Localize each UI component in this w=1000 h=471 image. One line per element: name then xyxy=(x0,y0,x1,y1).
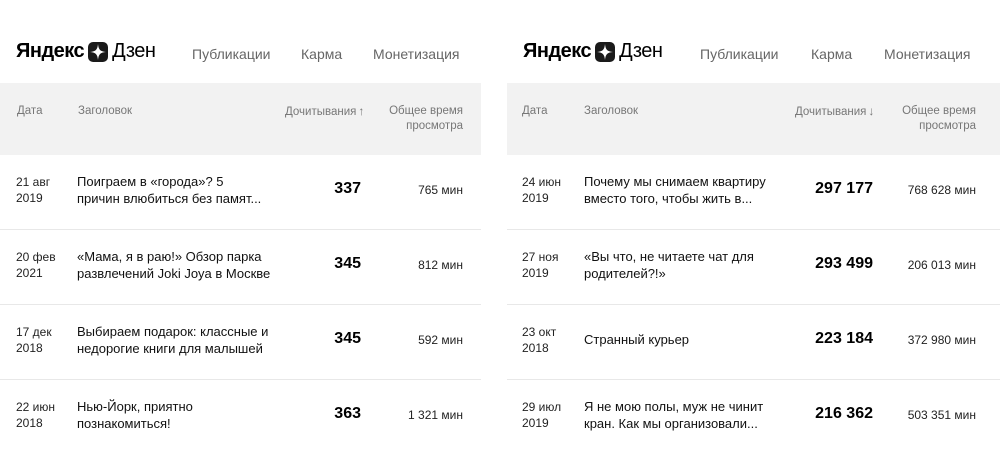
top-navigation xyxy=(507,0,1000,83)
row-date xyxy=(522,174,561,206)
row-title[interactable] xyxy=(77,323,277,357)
column-header-time-line1: Общее время xyxy=(389,105,463,117)
row-view-time: 1 321 мин xyxy=(408,408,463,422)
row-date xyxy=(522,324,556,356)
row-reads: 216 362 xyxy=(815,405,873,422)
row-date xyxy=(16,324,52,356)
row-title-line1: Я не мою полы, муж не чинит xyxy=(584,399,764,414)
row-view-time: 765 мин xyxy=(418,183,463,197)
column-header-reads-label: Дочитывания xyxy=(795,106,867,118)
column-header-time-line2: просмотра xyxy=(406,120,463,132)
row-reads: 345 xyxy=(334,255,361,272)
row-date-day: 29 июл xyxy=(522,400,562,414)
nav-monetization[interactable]: Монетизация xyxy=(884,46,971,62)
table-row[interactable] xyxy=(0,155,481,230)
row-title-line2: вместо того, чтобы жить в... xyxy=(584,191,753,206)
row-date-day: 23 окт xyxy=(522,325,557,339)
row-title-line1: Нью-Йорк, приятно xyxy=(77,399,193,414)
row-title-line2: познакомиться! xyxy=(77,416,171,431)
table-header xyxy=(507,83,1000,155)
row-date xyxy=(522,249,558,281)
top-navigation xyxy=(0,0,481,83)
logo-text-yandex: Яндекс xyxy=(523,40,592,62)
row-date xyxy=(16,174,50,206)
row-title-line1: «Вы что, не читаете чат для xyxy=(584,249,754,264)
logo-text-yandex: Яндекс xyxy=(16,40,85,62)
column-header-time[interactable] xyxy=(389,104,463,134)
row-view-time: 372 980 мин xyxy=(907,333,976,347)
logo-text-zen: Дзен xyxy=(619,40,663,62)
yandex-zen-logo[interactable] xyxy=(523,40,662,63)
row-date-day: 24 июн xyxy=(522,175,562,189)
row-title[interactable] xyxy=(77,248,277,282)
row-title-line1: Поиграем в «города»? 5 xyxy=(77,174,224,189)
column-header-time[interactable] xyxy=(902,104,976,134)
row-title-line2: родителей?!» xyxy=(584,266,666,281)
logo-text-zen: Дзен xyxy=(112,40,156,62)
column-header-date[interactable]: Дата xyxy=(17,105,43,117)
row-reads: 297 177 xyxy=(815,180,873,197)
zen-star-icon xyxy=(595,42,615,62)
row-reads: 293 499 xyxy=(815,255,873,272)
row-title-line1: Почему мы снимаем квартиру xyxy=(584,174,766,189)
row-title[interactable] xyxy=(584,398,784,432)
yandex-zen-logo[interactable] xyxy=(16,40,155,63)
nav-monetization[interactable]: Монетизация xyxy=(373,46,460,62)
row-date-day: 22 июн xyxy=(16,400,56,414)
row-date xyxy=(522,399,561,431)
column-header-date[interactable]: Дата xyxy=(522,105,548,117)
row-date-day: 17 дек xyxy=(16,325,52,339)
row-date-year: 2018 xyxy=(522,341,549,355)
table-row[interactable] xyxy=(507,380,1000,455)
nav-karma[interactable]: Карма xyxy=(811,46,853,62)
row-date-year: 2018 xyxy=(16,416,43,430)
row-title[interactable] xyxy=(77,398,277,432)
sort-arrow-up-icon: ↑ xyxy=(358,104,365,118)
row-reads: 345 xyxy=(334,330,361,347)
row-view-time: 768 628 мин xyxy=(907,183,976,197)
sort-arrow-down-icon: ↓ xyxy=(868,104,875,118)
table-header xyxy=(0,83,481,155)
row-date xyxy=(16,249,56,281)
row-reads: 337 xyxy=(334,180,361,197)
dashboard-panel-left xyxy=(0,0,481,471)
row-title[interactable] xyxy=(584,331,784,348)
row-date-day: 21 авг xyxy=(16,175,51,189)
table-row[interactable] xyxy=(0,230,481,305)
row-date-year: 2018 xyxy=(16,341,43,355)
row-date-year: 2019 xyxy=(522,416,549,430)
column-header-reads[interactable] xyxy=(795,104,874,120)
row-title-line2: развлечений Joki Joya в Москве xyxy=(77,266,271,281)
row-view-time: 592 мин xyxy=(418,333,463,347)
column-header-title[interactable]: Заголовок xyxy=(584,105,639,117)
row-date-year: 2019 xyxy=(16,191,43,205)
nav-karma[interactable]: Карма xyxy=(301,46,343,62)
row-title-line1: Выбираем подарок: классные и xyxy=(77,324,269,339)
column-header-title[interactable]: Заголовок xyxy=(78,105,133,117)
row-title-line1: «Мама, я в раю!» Обзор парка xyxy=(77,249,262,264)
table-row[interactable] xyxy=(507,230,1000,305)
row-date-year: 2019 xyxy=(522,266,549,280)
nav-publications[interactable]: Публикации xyxy=(700,46,779,62)
table-row[interactable] xyxy=(507,305,1000,380)
nav-publications[interactable]: Публикации xyxy=(192,46,271,62)
row-reads: 223 184 xyxy=(815,330,873,347)
row-date-day: 27 ноя xyxy=(522,250,559,264)
row-reads: 363 xyxy=(334,405,361,422)
row-title[interactable] xyxy=(584,248,784,282)
row-title-line2: недорогие книги для малышей xyxy=(77,341,263,356)
row-title[interactable] xyxy=(77,173,277,207)
table-row[interactable] xyxy=(0,380,481,455)
row-title-line1: Странный курьер xyxy=(584,332,690,347)
row-view-time: 206 013 мин xyxy=(907,258,976,272)
row-date-year: 2019 xyxy=(522,191,549,205)
row-title[interactable] xyxy=(584,173,784,207)
row-date-year: 2021 xyxy=(16,266,43,280)
column-header-time-line2: просмотра xyxy=(919,120,976,132)
row-date xyxy=(16,399,55,431)
table-row[interactable] xyxy=(0,305,481,380)
dashboard-panel-right xyxy=(507,0,1000,471)
row-view-time: 503 351 мин xyxy=(907,408,976,422)
row-title-line2: причин влюбиться без памят... xyxy=(77,191,262,206)
zen-star-icon xyxy=(88,42,108,62)
column-header-reads-label: Дочитывания xyxy=(285,106,357,118)
row-date-day: 20 фев xyxy=(16,250,56,264)
row-title-line2: кран. Как мы организовали... xyxy=(584,416,758,431)
table-row[interactable] xyxy=(507,155,1000,230)
column-header-time-line1: Общее время xyxy=(902,105,976,117)
row-view-time: 812 мин xyxy=(418,258,463,272)
column-header-reads[interactable] xyxy=(285,104,364,120)
